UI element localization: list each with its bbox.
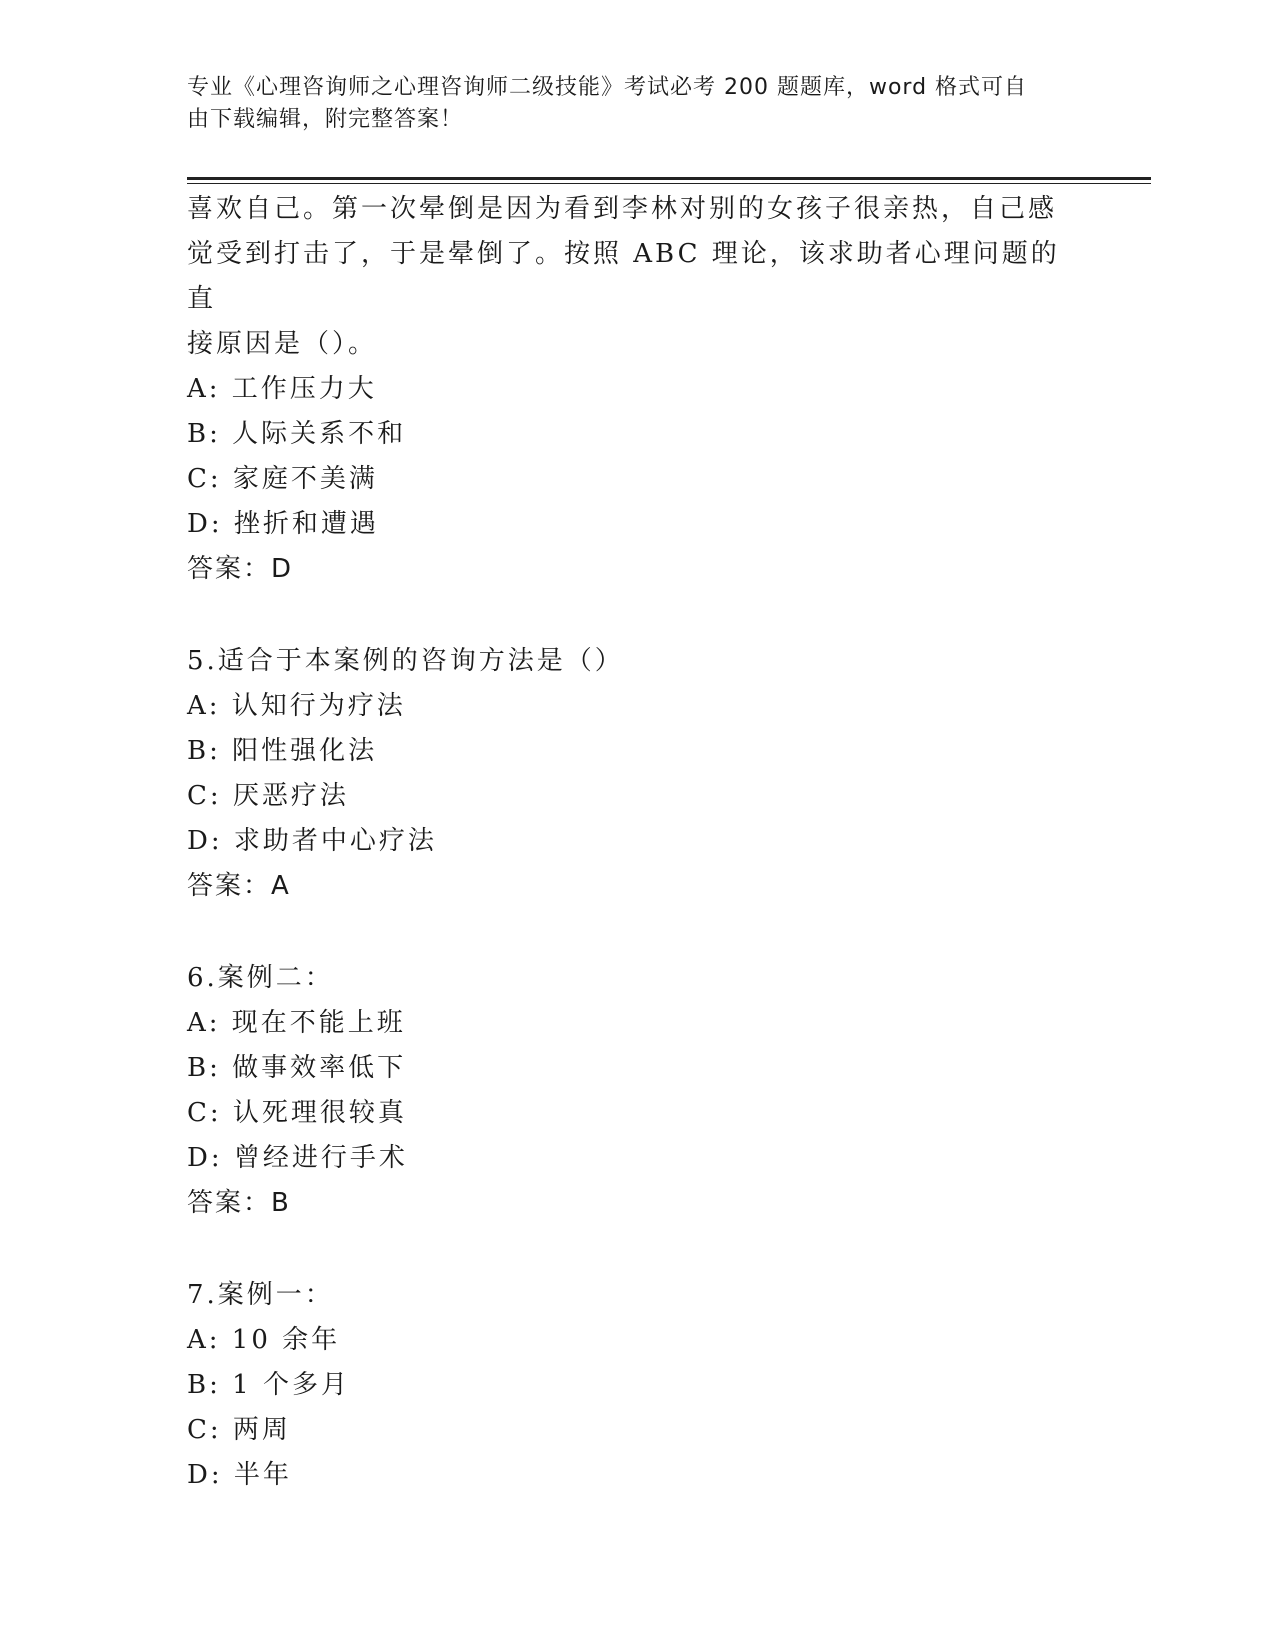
question-6-option-a: A: 现在不能上班: [187, 1008, 406, 1038]
header-divider-thin: [187, 183, 1151, 184]
question-4-text-line-3: 接原因是（）。: [187, 329, 378, 359]
question-7-title: 7.案例一：: [187, 1280, 334, 1310]
question-4-answer: 答案：D: [187, 554, 294, 584]
question-5-option-a: A: 认知行为疗法: [187, 691, 406, 721]
question-7: [187, 1273, 1067, 1498]
question-4-option-d: D: 挫折和遭遇: [187, 509, 379, 539]
spacer: [187, 1226, 1067, 1273]
question-6-option-b: B: 做事效率低下: [187, 1053, 407, 1083]
question-6: [187, 956, 1067, 1226]
question-7-option-b: B: 1 个多月: [187, 1370, 350, 1400]
header-line-1: 专业《心理咨询师之心理咨询师二级技能》考试必考 200 题题库，word 格式可自: [187, 75, 1028, 100]
question-6-title: 6.案例二：: [187, 963, 334, 993]
question-7-option-a: A: 10 余年: [187, 1325, 341, 1355]
question-5: [187, 639, 1067, 909]
question-7-option-d: D: 半年: [187, 1460, 292, 1490]
question-4-option-a: A: 工作压力大: [187, 374, 377, 404]
question-4-text-line-1: 喜欢自己。第一次晕倒是因为看到李林对别的女孩子很亲热，自己感: [187, 194, 1058, 224]
question-5-title: 5.适合于本案例的咨询方法是（）: [187, 646, 624, 676]
header-line-2: 由下载编辑，附完整答案！: [187, 107, 464, 132]
question-7-option-c: C: 两周: [187, 1415, 291, 1445]
question-5-answer: 答案：A: [187, 871, 291, 901]
spacer: [187, 909, 1067, 956]
question-5-option-c: C: 厌恶疗法: [187, 781, 349, 811]
document-body: [187, 187, 1067, 1498]
header-divider-thick: [187, 177, 1151, 180]
question-5-option-b: B: 阳性强化法: [187, 736, 378, 766]
question-6-answer: 答案：B: [187, 1188, 291, 1218]
spacer: [187, 592, 1067, 639]
question-4-option-c: C: 家庭不美满: [187, 464, 378, 494]
question-5-option-d: D: 求助者中心疗法: [187, 826, 437, 856]
question-6-option-c: C: 认死理很较真: [187, 1098, 407, 1128]
document-header: [187, 72, 1067, 136]
question-4-text-line-2: 觉受到打击了，于是晕倒了。按照 ABC 理论，该求助者心理问题的直: [187, 239, 1060, 314]
question-6-option-d: D: 曾经进行手术: [187, 1143, 408, 1173]
question-4-option-b: B: 人际关系不和: [187, 419, 407, 449]
question-4: [187, 187, 1067, 592]
